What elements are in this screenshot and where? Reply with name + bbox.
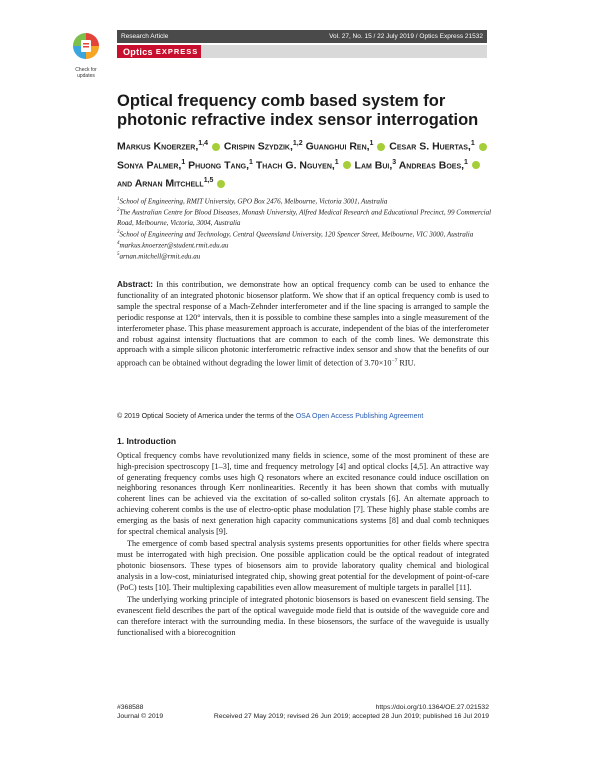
article-id: #368588	[117, 704, 144, 711]
paper-title: Optical frequency comb based system for photonic refractive index sensor interrogation	[117, 92, 479, 129]
author: Cesar S. Huertas,	[389, 140, 471, 153]
publication-dates: Received 27 May 2019; revised 26 Jun 2019; accepted 28 Jun 2019; published 16 Jul 2019	[213, 713, 489, 720]
journal-logo	[117, 45, 201, 58]
orcid-icon[interactable]	[472, 161, 480, 169]
orcid-icon[interactable]	[479, 143, 487, 151]
header-bar	[117, 30, 487, 43]
author: Phuong Tang,	[188, 159, 250, 171]
author: Guanghui Ren,	[305, 140, 370, 153]
license-link[interactable]: OSA Open Access Publishing Agreement	[295, 413, 424, 420]
affiliation	[117, 228, 495, 239]
paragraph: Optical frequency combs have revolutionized many fields in science, some of the most prominent of these are high-precision spectroscopy [1–3], time and frequency metrology [4] and optical clocks [4,5]. An attractive way of generating frequency combs uses high Q resonators where an excited resonance could induce oscillation on neighboring resonances through Kerr nonlinearities. Recently it has been shown that combs with mutually coherent lines can be achieved via the excitation of so-called soliton crystals [6]. An alternate approach to achieving coherent combs is the use of electro-optic phase modulation [7]. These highly phase stable combs are emerging as the basis of next generation high capacity communications systems [8] and dual comb techniques for spectral chemical analysis [9].	[117, 451, 489, 536]
abstract-exponent: −7	[391, 358, 398, 365]
crossmark-label: Check for updates	[75, 67, 97, 79]
orcid-icon[interactable]	[377, 143, 385, 151]
author: Thach G. Nguyen,	[255, 159, 335, 171]
abstract	[117, 280, 489, 370]
affiliation	[117, 239, 495, 250]
paragraph: The emergence of comb based spectral analysis systems presents opportunities for other fields where spectra must be interrogated with high precision. One possible application could be the optical readout of integrated photonic biosensors. These types of biosensors aim to provide laboratory quality chemical and biological analysis in a low-cost, miniaturised integrated chip, showing great potential for the development of point-of-care (PoC) tests [10]. Their multiplexing capabilities even allow measurement of multiple targets in parallel [11].	[117, 539, 489, 592]
author: Lam Bui,	[354, 159, 393, 171]
author-sup: 1	[181, 158, 186, 166]
author-email[interactable]: markus.knoerzer@student.rmit.edu.au	[119, 241, 229, 250]
author-sup: 1,2	[292, 140, 303, 147]
section-heading: 1. Introduction	[117, 436, 177, 446]
affiliation-sup: 4	[117, 241, 120, 247]
affiliation	[117, 195, 495, 206]
journal-name: Optics	[123, 46, 153, 57]
abstract-text: In this contribution, we demonstrate how an optical frequency comb can be used to enhance the functionality of an integrated photonic biosensor platform. We show that if an optical frequency comb is used to sample the spectral response of a Mach-Zehnder interferometer and if the line spacing is arranged to sample the periodic response at 120° intervals, then it is possible to combine these samples into a single measurement of the interferometer phase. This phase measurement approach is accurate, independent of the bias of the interferometer and robust against intensity fluctuations that are common to each of the comb lines. We demonstrate this approach with a simple silicon photonic interferometric refractive index sensor and show that the benefits of our approach can be obtained without degrading the lower limit of detection of 3.70×10	[117, 280, 490, 369]
affiliation-text: School of Engineering, RMIT University, GPO Box 2476, Melbourne, Victoria 3001, Australia	[119, 197, 388, 206]
abstract-tail: RIU.	[397, 359, 416, 369]
body-text	[117, 451, 489, 641]
affiliation-text: The Australian Centre for Blood Diseases, Monash University, Alfred Medical Research and Educational Precinct, 99 Commercial Road, Melbourne, Victoria, 3004, Australia	[117, 208, 492, 227]
article-type: Research Article	[121, 33, 169, 40]
affiliation-sup: 1	[117, 197, 120, 202]
footer	[117, 703, 489, 721]
orcid-icon[interactable]	[217, 180, 225, 188]
copyright-line	[117, 413, 489, 420]
affiliation-sup: 5	[117, 252, 120, 258]
author-sup: 1	[464, 158, 468, 166]
author: Andreas Boes,	[398, 159, 465, 171]
copyright-text: © 2019 Optical Society of America under the terms of the	[117, 413, 296, 420]
author-sup: 1	[249, 158, 253, 166]
journal-bar	[117, 45, 487, 58]
citation: Vol. 27, No. 15 / 22 July 2019 / Optics Express 21532	[329, 33, 483, 40]
author: and Arnan Mitchell	[117, 177, 204, 190]
author-sup: 1	[369, 140, 374, 147]
author: Markus Knoerzer,	[117, 140, 199, 153]
author-sup: 3	[392, 158, 397, 166]
crossmark-icon	[70, 30, 102, 62]
crossmark-badge[interactable]	[70, 30, 102, 79]
affiliation	[117, 206, 495, 227]
author-list	[117, 136, 492, 192]
journal-copyright: Journal © 2019	[117, 713, 164, 720]
orcid-icon[interactable]	[212, 143, 220, 151]
affiliation-sup: 2	[117, 208, 120, 214]
author-sup: 1	[470, 140, 475, 147]
author-sup: 1	[334, 158, 339, 166]
abstract-label: Abstract:	[117, 280, 153, 289]
author-email[interactable]: arnan.mitchell@rmit.edu.au	[119, 252, 201, 261]
orcid-icon[interactable]	[343, 161, 351, 169]
affiliation	[117, 250, 495, 261]
author-sup: 1,5	[203, 177, 214, 184]
affiliation-text: School of Engineering and Technology, Central Queensland University, 120 Spencer Street, Melbourne, VIC 3000, Australia	[119, 230, 474, 239]
affiliations	[117, 195, 495, 262]
author-sup: 1,4	[198, 140, 209, 147]
affiliation-sup: 3	[117, 229, 120, 235]
paragraph: The underlying working principle of integrated photonic biosensors is based on evanescent field sensing. The evanescent field describes the part of the optical waveguide mode field that is outside of the waveguide core and can therefore interact with the surrounding media. In these biosensors, the surface of the waveguide is usually functionalised with a biorecognition	[117, 595, 489, 637]
doi-link[interactable]: https://doi.org/10.1364/OE.27.021532	[375, 704, 489, 711]
author: Crispin Szydzik,	[223, 140, 293, 153]
journal-suffix: EXPRESS	[155, 47, 199, 56]
author: Sonya Palmer,	[117, 159, 182, 171]
